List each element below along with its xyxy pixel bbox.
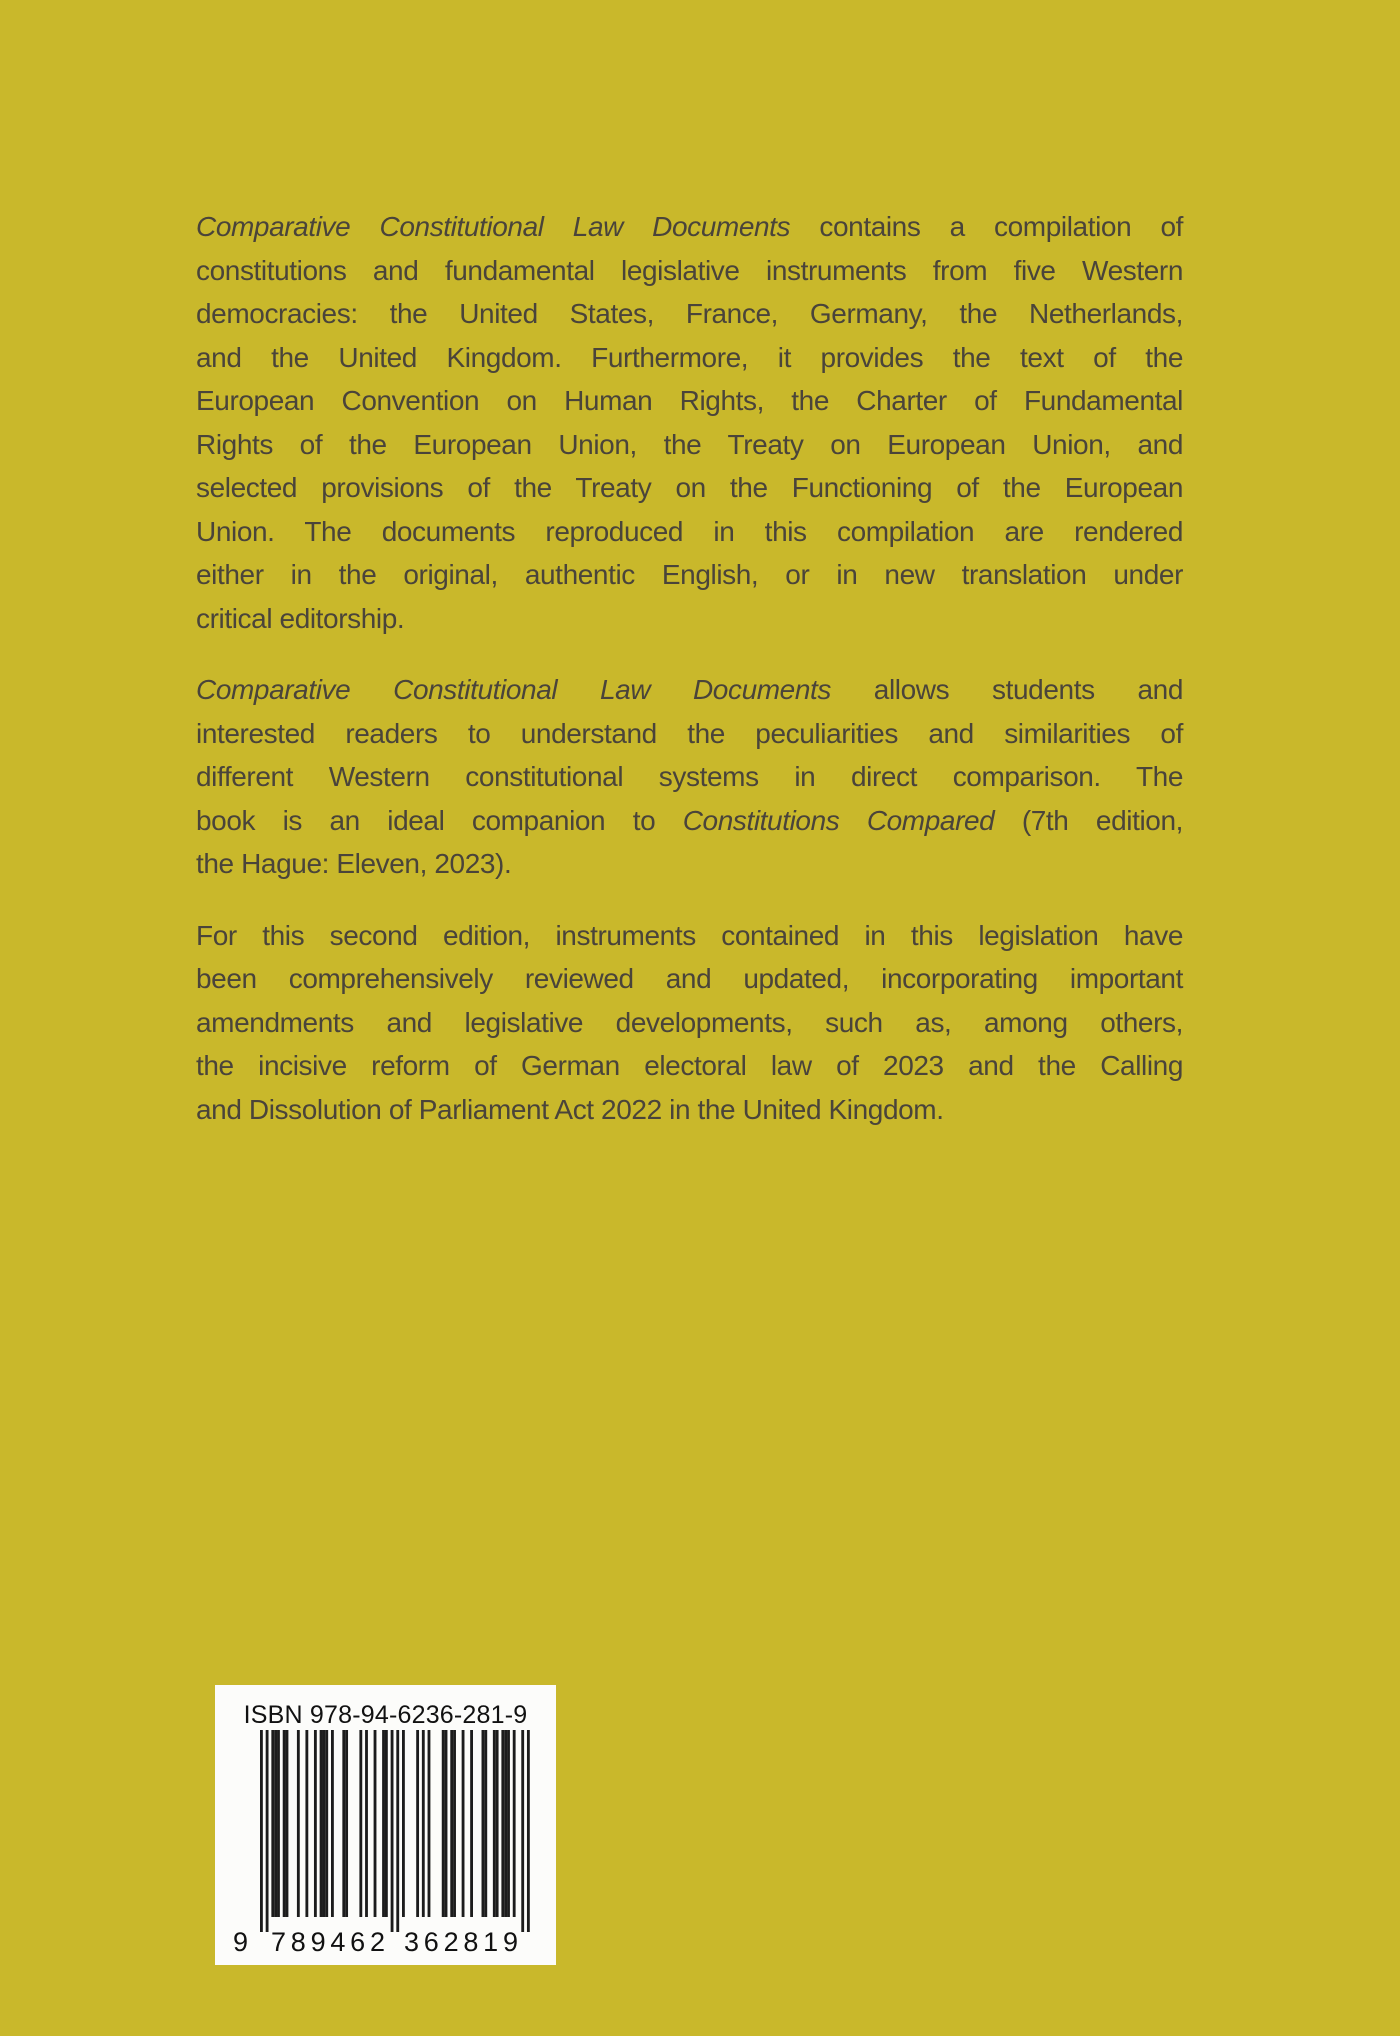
text-run: For this second edition, instruments contained in this legislation have (196, 919, 1183, 951)
text-run: the incisive reform of German electoral law of 2023 and the Calling (196, 1050, 1183, 1081)
book-title-italic: Comparative Constitutional Law Documents (196, 674, 831, 705)
text-line (196, 249, 1183, 293)
text-line (196, 842, 1183, 886)
text-run: different Western constitutional systems in direct comparison. The (196, 761, 1183, 792)
text-run: book is an ideal companion to (196, 804, 683, 836)
text-run: democracies: the United States, France, Germany, the Netherlands, (196, 298, 1183, 329)
text-run: been comprehensively reviewed and updated, incorporating important (196, 963, 1183, 994)
text-run: selected provisions of the Treaty on the Functioning of the European (196, 472, 1183, 503)
text-line (196, 510, 1183, 554)
text-line (196, 336, 1183, 380)
text-run: allows students and (831, 674, 1183, 705)
text-run: and Dissolution of Parliament Act 2022 in the United Kingdom. (196, 1093, 944, 1125)
isbn-number-label: ISBN 978-94-6236-281-9 (243, 1701, 528, 1729)
text-line (196, 712, 1183, 756)
text-run: constitutions and fundamental legislative instruments from five Western (196, 254, 1183, 286)
text-line (196, 553, 1183, 597)
back-cover-text (196, 205, 1183, 1131)
text-line (196, 1088, 1183, 1132)
text-line (196, 466, 1183, 510)
text-line (196, 597, 1183, 641)
text-run: critical editorship. (196, 602, 405, 634)
svg-text:789462: 789462 (271, 1927, 385, 1957)
text-run: contains a compilation of (790, 211, 1184, 242)
text-line (196, 755, 1183, 799)
text-line (196, 799, 1183, 843)
paragraph (196, 205, 1183, 640)
svg-text:9: 9 (233, 1927, 249, 1957)
text-line (196, 379, 1183, 423)
text-run: (7th edition, (994, 804, 1184, 836)
text-line (196, 423, 1183, 467)
paragraph (196, 668, 1183, 886)
text-line (196, 914, 1183, 958)
svg-text:362819: 362819 (404, 1927, 518, 1957)
paragraph (196, 914, 1183, 1132)
text-line (196, 1044, 1183, 1088)
text-run: either in the original, authentic English, or in new translation under (196, 559, 1183, 590)
isbn-panel (215, 1685, 556, 1965)
text-run: Rights of the European Union, the Treaty on European Union, and (196, 428, 1183, 460)
text-line (196, 957, 1183, 1001)
book-title-italic: Constitutions Compared (682, 804, 995, 836)
book-title-italic: Comparative Constitutional Law Documents (196, 211, 791, 242)
text-line (196, 1001, 1183, 1045)
text-run: European Convention on Human Rights, the Charter of Fundamental (196, 385, 1183, 416)
text-run: the Hague: Eleven, 2023). (196, 848, 512, 879)
text-run: interested readers to understand the peculiarities and similarities of (196, 717, 1183, 749)
text-line (196, 205, 1183, 249)
text-line (196, 668, 1183, 712)
text-run: Union. The documents reproduced in this compilation are rendered (196, 515, 1183, 547)
text-run: amendments and legislative developments, such as, among others, (196, 1006, 1183, 1038)
text-line (196, 292, 1183, 336)
text-run: and the United Kingdom. Furthermore, it provides the text of the (196, 341, 1183, 373)
